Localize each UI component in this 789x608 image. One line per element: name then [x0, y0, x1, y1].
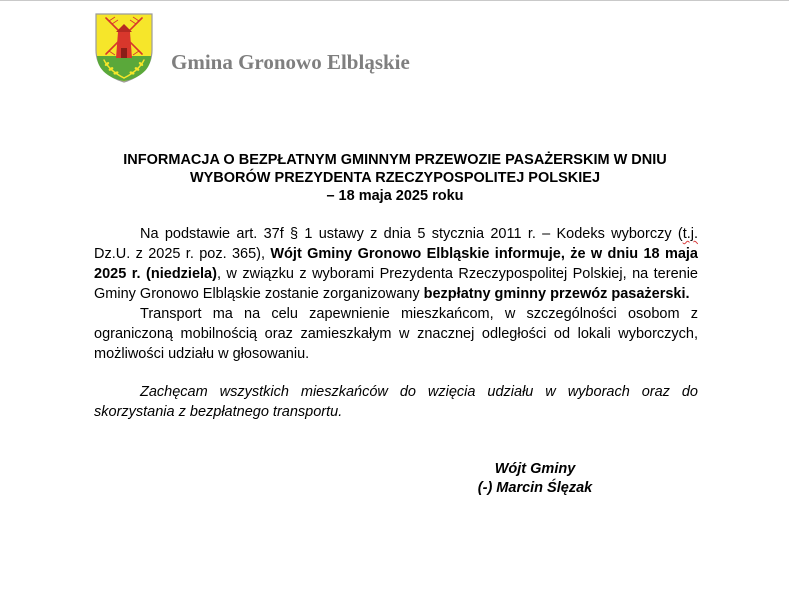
paragraph-transport-purpose: Transport ma na celu zapewnienie mieszkańcom, w szczególności osobom z ograniczoną mobilnością oraz zamieszkałym w znacznej odległości od lokali wyborczych, możliwości udziału w głosowaniu. [94, 306, 698, 362]
p1-text-a: Na podstawie art. 37f § 1 ustawy z dnia 5 stycznia 2011 r. – Kodeks wyborczy ( [140, 226, 683, 242]
title-line-2: WYBORÓW PREZYDENTA RZECZYPOSPOLITEJ POLSKIEJ [189, 170, 601, 186]
paragraph-encouragement: Zachęcam wszystkich mieszkańców do wzięcia udziału w wyborach oraz do skorzystania z bezpłatnego transportu. [94, 384, 698, 420]
signature-name: (-) Marcin Ślęzak [477, 480, 593, 496]
p1-bold-free-transport: bezpłatny gminny przewóz pasażerski. [423, 286, 690, 302]
windmill-crest-icon [94, 12, 154, 84]
title-line-3: – 18 maja 2025 roku [326, 188, 464, 204]
title-line-1: INFORMACJA O BEZPŁATNYM GMINNYM PRZEWOZIE PASAŻERSKIM W DNIU [123, 152, 667, 168]
p1-bold-announcement: Wójt Gminy Gronowo Elbląskie informuje, że w dniu 18 maja 2025 r. (niedziela) [94, 246, 698, 282]
p1-abbrev-tj: t.j. [682, 226, 698, 242]
municipality-name: Gmina Gronowo Elbląskie [171, 50, 410, 74]
document-body [94, 224, 698, 422]
paragraph-legal-basis [94, 224, 698, 304]
top-border [0, 0, 789, 1]
signature-role: Wójt Gminy [494, 461, 576, 477]
document-title [70, 151, 720, 205]
signature-block [440, 460, 630, 498]
p1-text-c: , w związku z wyborami Prezydenta Rzeczypospolitej Polskiej, na terenie Gminy Gronowo Elbląskie zostanie zorganizowany [94, 266, 698, 302]
p1-text-b: Dz.U. z 2025 r. poz. 365), [94, 246, 271, 262]
